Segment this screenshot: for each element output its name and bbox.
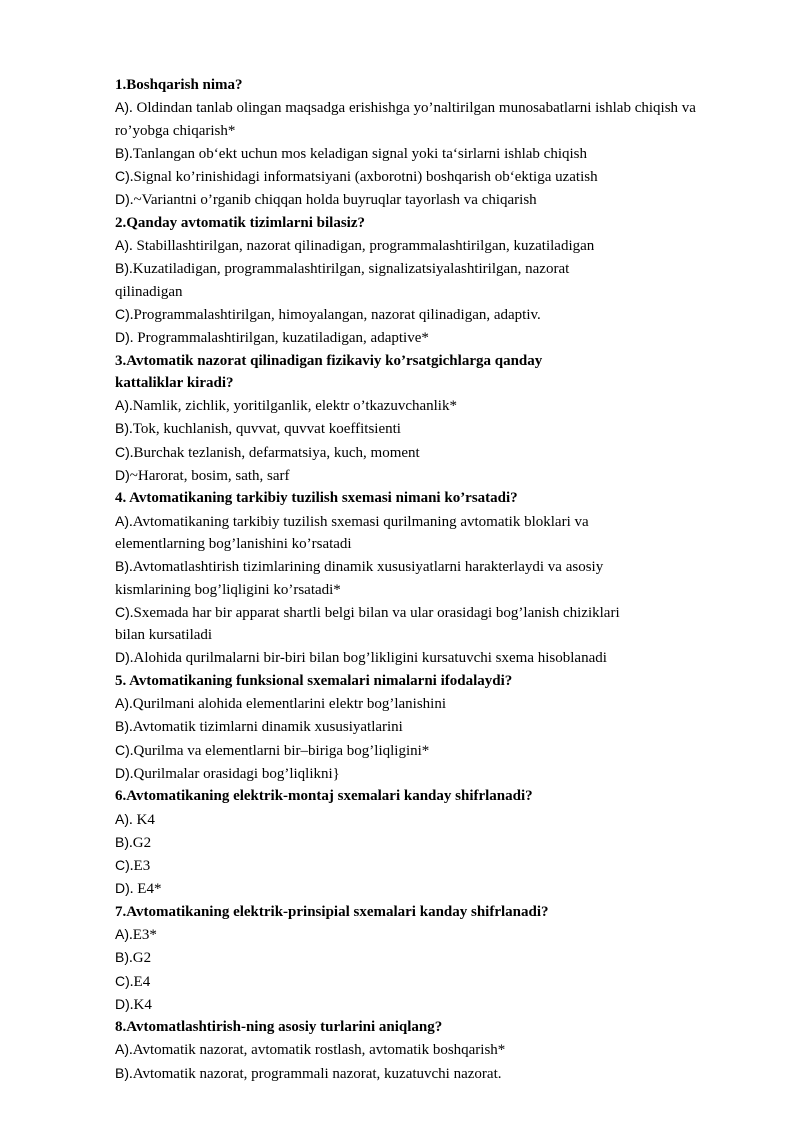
option-letter: A) (115, 1041, 129, 1058)
option-text: .Signal ko’rinishidagi informatsiyani (axborotni) boshqarish ob‘ektiga uzatish (129, 169, 598, 186)
question-title: 7.Avtomatikaning elektrik-prinsipial sxemalari kanday shifrlanadi? (115, 903, 549, 920)
option-text: .Qurilmalar orasidagi bog’liqlikni} (129, 765, 340, 782)
option-text: .Qurilmani alohida elementlarini elektr bog’lanishini (129, 696, 446, 713)
option-text: .E4 (129, 973, 151, 990)
option-letter: A) (115, 695, 129, 712)
option-letter: C) (115, 168, 130, 185)
option-text: .Programmalashtirilgan, himoyalangan, nazorat qilinadigan, adaptiv. (129, 306, 541, 323)
option-letter: D) (115, 995, 130, 1012)
option-letter: C) (115, 603, 130, 620)
answer-option (115, 808, 755, 831)
answer-option (115, 692, 755, 715)
option-text: .Qurilma va elementlarni bir–biriga bog’liqligini* (129, 742, 430, 759)
option-letter: B) (115, 1064, 129, 1081)
answer-option (115, 1062, 755, 1085)
option-text: .E3 (129, 858, 151, 875)
answer-option (115, 715, 755, 738)
option-text: .Avtomatik nazorat, programmali nazorat, kuzatuvchi nazorat. (129, 1065, 502, 1082)
answer-option (115, 257, 755, 280)
answer-option (115, 555, 755, 578)
answer-option (115, 234, 755, 257)
option-text: . E4* (129, 881, 162, 898)
option-letter: A) (115, 397, 129, 414)
answer-option (115, 142, 755, 165)
question-title: 6.Avtomatikaning elektrik-montaj sxemalari kanday shifrlanadi? (115, 788, 533, 805)
answer-option (115, 579, 755, 601)
answer-option (115, 624, 755, 646)
option-text: ~Harorat, bosim, sath, sarf (129, 468, 290, 485)
option-text: .Burchak tezlanish, defarmatsiya, kuch, moment (129, 444, 420, 461)
answer-option (115, 165, 755, 188)
answer-option (115, 326, 755, 349)
question-title: 5. Avtomatikaning funksional sxemalari nimalarni ifodalaydi? (115, 672, 513, 689)
answer-option (115, 739, 755, 762)
option-text: .Avtomatikaning tarkibiy tuzilish sxemasi qurilmaning avtomatik bloklari va (129, 513, 589, 530)
answer-option (115, 946, 755, 969)
option-letter: D) (115, 191, 130, 208)
option-letter: A) (115, 810, 129, 827)
option-text: bilan kursatiladi (115, 627, 213, 644)
option-text: .Kuzatiladigan, programmalashtirilgan, signalizatsiyalashtirilgan, nazorat (129, 261, 570, 278)
option-letter: D) (115, 649, 130, 666)
option-letter: D) (115, 467, 130, 484)
answer-option (115, 303, 755, 326)
question-title: 2.Qanday avtomatik tizimlarni bilasiz? (115, 214, 366, 231)
answer-option (115, 601, 755, 624)
answer-option (115, 533, 755, 555)
option-text: . Oldindan tanlab olingan maqsadga erishishga yo’naltirilgan munosabatlarni ishlab chiqish va (129, 100, 696, 117)
answer-option (115, 762, 755, 785)
answer-option (115, 831, 755, 854)
option-text: .K4 (129, 996, 152, 1013)
document-page (115, 74, 755, 1085)
option-letter: A) (115, 512, 129, 529)
option-text: .Avtomatik tizimlarni dinamik xususiyatlarini (129, 719, 403, 736)
answer-option (115, 394, 755, 417)
answer-option (115, 1038, 755, 1061)
option-letter: C) (115, 857, 130, 874)
option-letter: C) (115, 443, 130, 460)
answer-option (115, 441, 755, 464)
question-title: 8.Avtomatlashtirish-ning asosiy turlarini aniqlang? (115, 1019, 443, 1036)
option-letter: B) (115, 558, 129, 575)
answer-option (115, 510, 755, 533)
option-letter: A) (115, 99, 129, 116)
answer-option (115, 970, 755, 993)
answer-option (115, 923, 755, 946)
answer-option (115, 281, 755, 303)
option-text: kismlarining bog’liqligini ko’rsatadi* (115, 581, 341, 598)
option-text: . Stabillashtirilgan, nazorat qilinadigan, programmalashtirilgan, kuzatiladigan (129, 238, 595, 255)
option-text: .Namlik, zichlik, yoritilganlik, elektr o’tkazuvchanlik* (129, 398, 457, 415)
option-letter: B) (115, 144, 129, 161)
option-letter: B) (115, 949, 129, 966)
option-letter: A) (115, 237, 129, 254)
option-text: ro’yobga chiqarish* (115, 122, 236, 139)
option-text: .E3* (129, 926, 157, 943)
option-letter: C) (115, 305, 130, 322)
question-title-continued: kattaliklar kiradi? (115, 374, 234, 391)
answer-option (115, 646, 755, 669)
option-text: .G2 (129, 834, 152, 851)
option-text: .Avtomatlashtirish tizimlarining dinamik xususiyatlarni harakterlaydi va asosiy (129, 559, 604, 576)
option-text: qilinadigan (115, 283, 183, 300)
answer-option (115, 877, 755, 900)
option-text: .Tanlangan ob‘ekt uchun mos keladigan signal yoki ta‘sirlarni ishlab chiqish (129, 145, 588, 162)
option-letter: D) (115, 880, 130, 897)
option-letter: B) (115, 420, 129, 437)
answer-option (115, 120, 755, 142)
option-letter: C) (115, 972, 130, 989)
option-text: .Tok, kuchlanish, quvvat, quvvat koeffitsienti (129, 421, 401, 438)
option-text: . K4 (129, 811, 155, 828)
option-letter: B) (115, 260, 129, 277)
question-title: 4. Avtomatikaning tarkibiy tuzilish sxemasi nimani ko’rsatadi? (115, 490, 518, 507)
answer-option (115, 464, 755, 487)
option-text: .G2 (129, 950, 152, 967)
answer-option (115, 993, 755, 1016)
option-letter: B) (115, 833, 129, 850)
answer-option (115, 854, 755, 877)
option-letter: A) (115, 925, 129, 942)
option-letter: D) (115, 329, 130, 346)
option-text: .Avtomatik nazorat, avtomatik rostlash, avtomatik boshqarish* (129, 1042, 506, 1059)
option-text: .Alohida qurilmalarni bir-biri bilan bog’likligini kursatuvchi sxema hisoblanadi (129, 650, 607, 667)
answer-option (115, 96, 755, 119)
option-letter: C) (115, 741, 130, 758)
option-text: .Sxemada har bir apparat shartli belgi bilan va ular orasidagi bog’lanish chiziklari (129, 604, 620, 621)
question-title: 1.Boshqarish nima? (115, 77, 243, 93)
option-text: elementlarning bog’lanishini ko’rsatadi (115, 535, 352, 552)
answer-option (115, 188, 755, 211)
answer-option (115, 417, 755, 440)
option-letter: D) (115, 764, 130, 781)
option-letter: B) (115, 718, 129, 735)
option-text: .~Variantni o’rganib chiqqan holda buyruqlar tayorlash va chiqarish (129, 192, 537, 209)
option-text: . Programmalashtirilgan, kuzatiladigan, adaptive* (129, 330, 429, 347)
question-title: 3.Avtomatik nazorat qilinadigan fizikaviy ko’rsatgichlarga qanday (115, 352, 543, 369)
